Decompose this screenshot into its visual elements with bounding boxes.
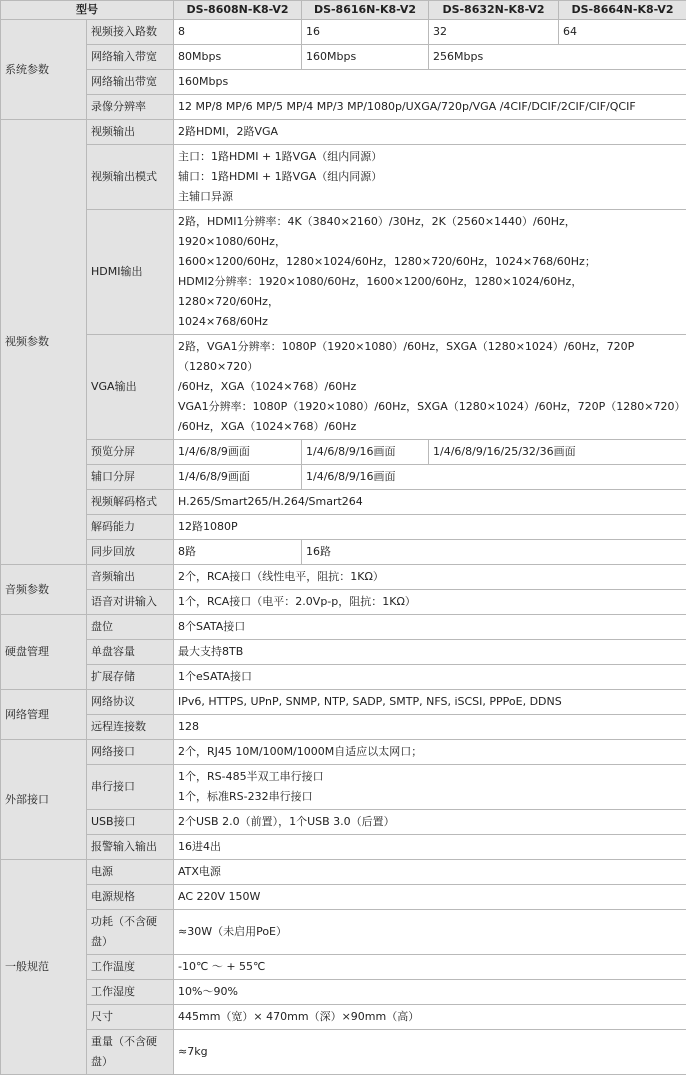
label-talk: 语音对讲输入 bbox=[87, 590, 174, 615]
value-size: 445mm（宽）× 470mm（深）×90mm（高） bbox=[174, 1005, 686, 1030]
header-model-1: DS-8608N-K8-V2 bbox=[174, 1, 302, 20]
header-model-4: DS-8664N-K8-V2 bbox=[559, 1, 686, 20]
label-bays: 盘位 bbox=[87, 615, 174, 640]
value-net-in-1: 80Mbps bbox=[174, 45, 302, 70]
label-sync: 同步回放 bbox=[87, 540, 174, 565]
label-size: 尺寸 bbox=[87, 1005, 174, 1030]
value-video-channels-4: 64 bbox=[559, 20, 686, 45]
value-net-in-3: 256Mbps bbox=[429, 45, 686, 70]
value-aux-2: 1/4/6/8/9/16画面 bbox=[302, 465, 686, 490]
label-rec-res: 录像分辨率 bbox=[87, 95, 174, 120]
value-disk-ext: 1个eSATA接口 bbox=[174, 665, 686, 690]
label-remote: 远程连接数 bbox=[87, 715, 174, 740]
value-net-out: 160Mbps bbox=[174, 70, 686, 95]
value-sync-1: 8路 bbox=[174, 540, 302, 565]
label-hdmi: HDMI输出 bbox=[87, 210, 174, 335]
vga-line-4: /60Hz，XGA（1024×768）/60Hz bbox=[178, 417, 682, 437]
label-humidity: 工作湿度 bbox=[87, 980, 174, 1005]
category-video: 视频参数 bbox=[1, 120, 87, 565]
label-consumption: 功耗（不含硬盘） bbox=[87, 910, 174, 955]
value-serial bbox=[174, 765, 686, 810]
value-vga bbox=[174, 335, 686, 440]
label-power: 电源 bbox=[87, 860, 174, 885]
out-mode-line-3: 主辅口异源 bbox=[178, 187, 682, 207]
hdmi-line-1: 2路，HDMI1分辨率：4K（3840×2160）/30Hz，2K（2560×1440）/60Hz，1920×1080/60Hz， bbox=[178, 212, 682, 252]
label-video-out-mode: 视频输出模式 bbox=[87, 145, 174, 210]
value-temp: -10℃ ～ + 55℃ bbox=[174, 955, 686, 980]
label-serial: 串行接口 bbox=[87, 765, 174, 810]
category-system: 系统参数 bbox=[1, 20, 87, 120]
hdmi-line-3: HDMI2分辨率：1920×1080/60Hz，1600×1200/60Hz，1280×1024/60Hz，1280×720/60Hz， bbox=[178, 272, 682, 312]
value-rec-res: 12 MP/8 MP/6 MP/5 MP/4 MP/3 MP/1080p/UXGA/720p/VGA /4CIF/DCIF/2CIF/CIF/QCIF bbox=[174, 95, 686, 120]
value-video-out: 2路HDMI，2路VGA bbox=[174, 120, 686, 145]
label-proto: 网络协议 bbox=[87, 690, 174, 715]
value-bays: 8个SATA接口 bbox=[174, 615, 686, 640]
value-disk-cap: 最大支持8TB bbox=[174, 640, 686, 665]
out-mode-line-2: 辅口：1路HDMI + 1路VGA（组内同源） bbox=[178, 167, 682, 187]
header-model-2: DS-8616N-K8-V2 bbox=[302, 1, 429, 20]
label-weight: 重量（不含硬盘） bbox=[87, 1030, 174, 1075]
value-consumption: ≈30W（未启用PoE） bbox=[174, 910, 686, 955]
label-preview: 预览分屏 bbox=[87, 440, 174, 465]
vga-line-3: VGA1分辨率：1080P（1920×1080）/60Hz，SXGA（1280×1024）/60Hz，720P（1280×720） bbox=[178, 397, 682, 417]
category-disk: 硬盘管理 bbox=[1, 615, 87, 690]
value-power: ATX电源 bbox=[174, 860, 686, 885]
value-power-spec: AC 220V 150W bbox=[174, 885, 686, 910]
value-net-in-2: 160Mbps bbox=[302, 45, 429, 70]
value-preview-1: 1/4/6/8/9画面 bbox=[174, 440, 302, 465]
label-disk-cap: 单盘容量 bbox=[87, 640, 174, 665]
label-video-channels: 视频接入路数 bbox=[87, 20, 174, 45]
out-mode-line-1: 主口：1路HDMI + 1路VGA（组内同源） bbox=[178, 147, 682, 167]
serial-line-1: 1个，RS-485半双工串行接口 bbox=[178, 767, 682, 787]
label-aux: 辅口分屏 bbox=[87, 465, 174, 490]
value-sync-2: 16路 bbox=[302, 540, 686, 565]
label-decode-fmt: 视频解码格式 bbox=[87, 490, 174, 515]
label-temp: 工作温度 bbox=[87, 955, 174, 980]
value-net-port: 2个，RJ45 10M/100M/1000M自适应以太网口； bbox=[174, 740, 686, 765]
value-video-channels-1: 8 bbox=[174, 20, 302, 45]
label-alarm: 报警输入输出 bbox=[87, 835, 174, 860]
label-usb: USB接口 bbox=[87, 810, 174, 835]
value-humidity: 10%～90% bbox=[174, 980, 686, 1005]
category-general: 一般规范 bbox=[1, 860, 87, 1075]
label-video-out: 视频输出 bbox=[87, 120, 174, 145]
label-power-spec: 电源规格 bbox=[87, 885, 174, 910]
value-hdmi bbox=[174, 210, 686, 335]
category-network: 网络管理 bbox=[1, 690, 87, 740]
vga-line-1: 2路，VGA1分辨率：1080P（1920×1080）/60Hz，SXGA（1280×1024）/60Hz，720P（1280×720） bbox=[178, 337, 682, 377]
label-net-out: 网络输出带宽 bbox=[87, 70, 174, 95]
label-disk-ext: 扩展存储 bbox=[87, 665, 174, 690]
value-decode-fmt: H.265/Smart265/H.264/Smart264 bbox=[174, 490, 686, 515]
value-weight: ≈7kg bbox=[174, 1030, 686, 1075]
header-model: 型号 bbox=[1, 1, 174, 20]
value-usb: 2个USB 2.0（前置），1个USB 3.0（后置） bbox=[174, 810, 686, 835]
label-net-port: 网络接口 bbox=[87, 740, 174, 765]
value-preview-2: 1/4/6/8/9/16画面 bbox=[302, 440, 429, 465]
hdmi-line-4: 1024×768/60Hz bbox=[178, 312, 682, 332]
value-video-channels-2: 16 bbox=[302, 20, 429, 45]
value-aux-1: 1/4/6/8/9画面 bbox=[174, 465, 302, 490]
value-preview-3: 1/4/6/8/9/16/25/32/36画面 bbox=[429, 440, 686, 465]
category-audio: 音频参数 bbox=[1, 565, 87, 615]
value-video-out-mode bbox=[174, 145, 686, 210]
value-talk: 1个，RCA接口（电平：2.0Vp-p，阻抗：1KΩ） bbox=[174, 590, 686, 615]
vga-line-2: /60Hz，XGA（1024×768）/60Hz bbox=[178, 377, 682, 397]
category-interface: 外部接口 bbox=[1, 740, 87, 860]
value-audio-out: 2个，RCA接口（线性电平，阻抗：1KΩ） bbox=[174, 565, 686, 590]
value-video-channels-3: 32 bbox=[429, 20, 559, 45]
value-alarm: 16进4出 bbox=[174, 835, 686, 860]
label-net-in: 网络输入带宽 bbox=[87, 45, 174, 70]
label-decode-cap: 解码能力 bbox=[87, 515, 174, 540]
header-row bbox=[1, 1, 686, 20]
label-audio-out: 音频输出 bbox=[87, 565, 174, 590]
serial-line-2: 1个，标准RS-232串行接口 bbox=[178, 787, 682, 807]
label-vga: VGA输出 bbox=[87, 335, 174, 440]
header-model-3: DS-8632N-K8-V2 bbox=[429, 1, 559, 20]
value-proto: IPv6, HTTPS, UPnP, SNMP, NTP, SADP, SMTP, NFS, iSCSI, PPPoE, DDNS bbox=[174, 690, 686, 715]
hdmi-line-2: 1600×1200/60Hz，1280×1024/60Hz，1280×720/60Hz，1024×768/60Hz； bbox=[178, 252, 682, 272]
value-decode-cap: 12路1080P bbox=[174, 515, 686, 540]
value-remote: 128 bbox=[174, 715, 686, 740]
